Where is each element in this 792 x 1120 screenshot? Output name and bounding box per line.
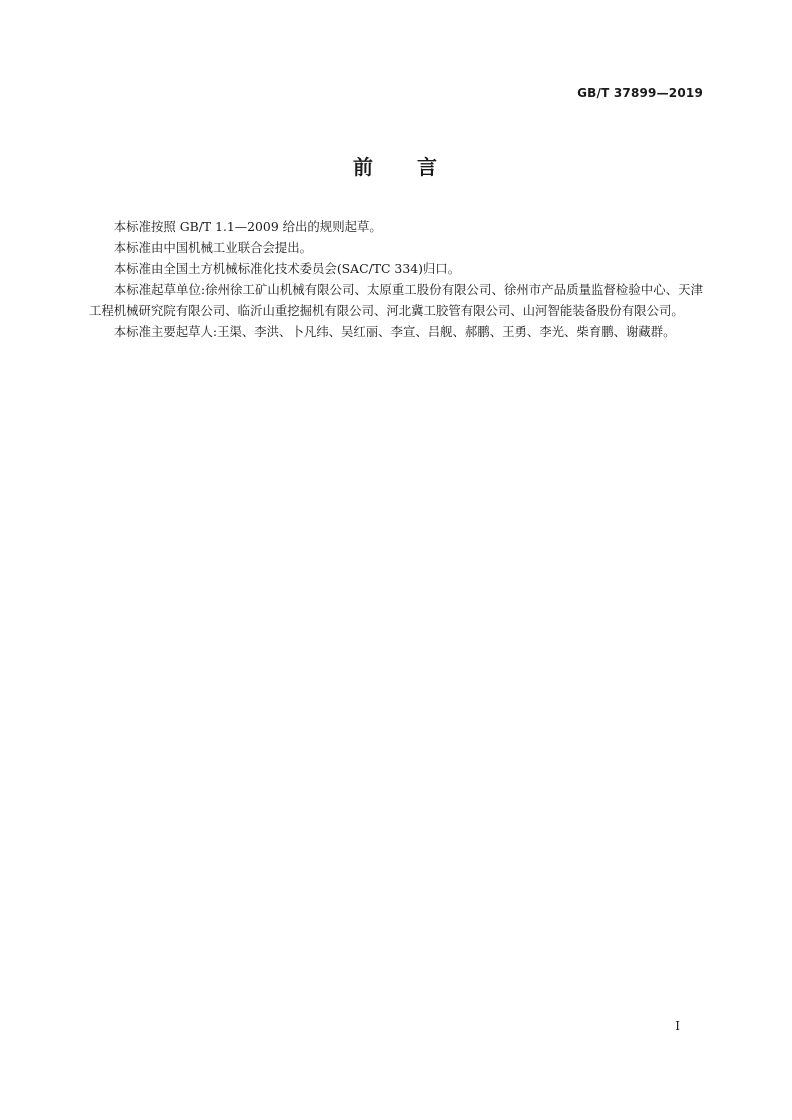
paragraph-committee: 本标准由全国土方机械标准化技术委员会(SAC/TC 334)归口。	[113, 261, 461, 276]
paragraph-drafters: 本标准主要起草人:王渠、李洪、卜凡纬、吴红丽、李宣、吕舰、郝鹏、王勇、李光、柴育鹏、谢藏群。	[113, 324, 676, 339]
foreword-body	[89, 216, 703, 342]
paragraph-drafting-rules: 本标准按照 GB/T 1.1—2009 给出的规则起草。	[113, 219, 382, 234]
page-title	[0, 151, 792, 180]
paragraph-drafting-units: 本标准起草单位:徐州徐工矿山机械有限公司、太原重工股份有限公司、徐州市产品质量监督检验中心、天津工程机械研究院有限公司、临沂山重挖掘机有限公司、河北冀工胶管有限公司、山河智能装备股份有限公司。	[89, 282, 703, 318]
standard-code: GB/T 37899—2019	[577, 86, 703, 100]
title-second-char: 言	[417, 155, 439, 179]
page-number: I	[675, 1019, 680, 1033]
title-first-char: 前	[353, 155, 375, 179]
paragraph-proposer: 本标准由中国机械工业联合会提出。	[113, 240, 313, 255]
